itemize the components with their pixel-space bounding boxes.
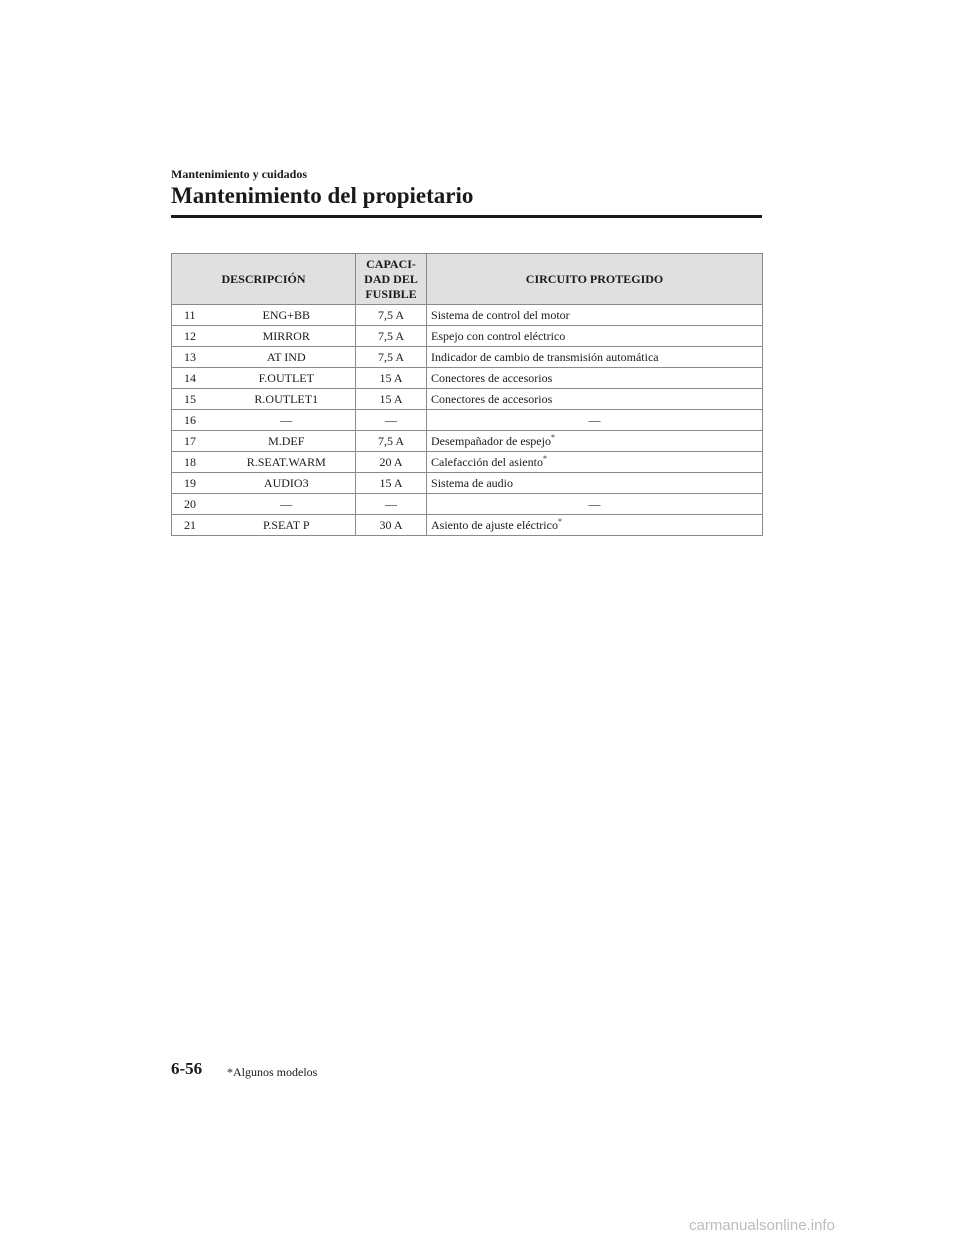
section-label: Mantenimiento y cuidados (171, 167, 308, 181)
table-row (172, 473, 763, 494)
fuse-capacity: 15 A (356, 473, 427, 494)
protected-circuit (427, 347, 763, 368)
fuse-capacity: 7,5 A (356, 347, 427, 368)
fuse-description: R.SEAT.WARM (218, 452, 356, 473)
fuse-capacity: 30 A (356, 515, 427, 536)
table-row (172, 515, 763, 536)
fuse-number: 20 (172, 494, 218, 515)
watermark: carmanualsonline.info (689, 1217, 835, 1234)
circuit-text: Conectores de accesorios (431, 392, 553, 406)
table-row (172, 431, 763, 452)
protected-circuit (427, 410, 763, 431)
header-capacity-line3: FUSIBLE (365, 286, 417, 301)
table-row (172, 494, 763, 515)
protected-circuit (427, 494, 763, 515)
circuit-text: — (588, 413, 601, 427)
fuse-capacity: 20 A (356, 452, 427, 473)
fuse-number: 13 (172, 347, 218, 368)
table-row (172, 410, 763, 431)
fuse-capacity: — (356, 410, 427, 431)
header-capacity (356, 254, 427, 305)
fuse-number: 11 (172, 305, 218, 326)
title-divider (171, 215, 762, 218)
circuit-text: — (588, 497, 601, 511)
table-row (172, 368, 763, 389)
fuse-number: 17 (172, 431, 218, 452)
protected-circuit (427, 431, 763, 452)
header-circuit: CIRCUITO PROTEGIDO (427, 254, 763, 305)
table-row (172, 305, 763, 326)
circuit-text: Sistema de control del motor (431, 308, 570, 322)
fuse-capacity: — (356, 494, 427, 515)
circuit-text: Indicador de cambio de transmisión automática (431, 350, 659, 364)
table-row (172, 347, 763, 368)
protected-circuit (427, 515, 763, 536)
footnote: *Algunos modelos (227, 1065, 318, 1079)
fuse-number: 19 (172, 473, 218, 494)
page-title: Mantenimiento del propietario (171, 183, 474, 208)
fuse-number: 12 (172, 326, 218, 347)
fuse-description: P.SEAT P (218, 515, 356, 536)
footnote-marker: * (557, 517, 562, 526)
fuse-description: AT IND (218, 347, 356, 368)
fuse-description: — (218, 410, 356, 431)
fuse-capacity: 7,5 A (356, 305, 427, 326)
fuse-capacity: 7,5 A (356, 326, 427, 347)
fuse-capacity: 15 A (356, 389, 427, 410)
fuse-number: 16 (172, 410, 218, 431)
fuse-description: F.OUTLET (218, 368, 356, 389)
page-number: 6-56 (171, 1059, 203, 1078)
table-row (172, 389, 763, 410)
circuit-text: Asiento de ajuste eléctrico (431, 518, 558, 532)
header-description: DESCRIPCIÓN (172, 254, 356, 305)
circuit-text: Calefacción del asiento (431, 455, 543, 469)
fuse-number: 15 (172, 389, 218, 410)
fuse-number: 21 (172, 515, 218, 536)
fuse-capacity: 15 A (356, 368, 427, 389)
footnote-marker: * (550, 433, 555, 442)
circuit-text: Conectores de accesorios (431, 371, 553, 385)
circuit-text: Espejo con control eléctrico (431, 329, 566, 343)
fuse-number: 14 (172, 368, 218, 389)
table-row (172, 452, 763, 473)
fuse-description: ENG+BB (218, 305, 356, 326)
fuse-description: — (218, 494, 356, 515)
protected-circuit (427, 452, 763, 473)
fuse-number: 18 (172, 452, 218, 473)
fuse-description: MIRROR (218, 326, 356, 347)
protected-circuit (427, 389, 763, 410)
fuse-description: M.DEF (218, 431, 356, 452)
protected-circuit (427, 305, 763, 326)
table-header-row (172, 254, 763, 305)
header-capacity-line1: CAPACI- (366, 256, 416, 271)
fuse-capacity: 7,5 A (356, 431, 427, 452)
fuse-description: AUDIO3 (218, 473, 356, 494)
circuit-text: Desempañador de espejo (431, 434, 551, 448)
fuse-description: R.OUTLET1 (218, 389, 356, 410)
protected-circuit (427, 473, 763, 494)
fuse-table (171, 253, 763, 536)
circuit-text: Sistema de audio (431, 476, 513, 490)
footnote-marker: * (542, 454, 547, 463)
protected-circuit (427, 326, 763, 347)
protected-circuit (427, 368, 763, 389)
table-row (172, 326, 763, 347)
header-capacity-line2: DAD DEL (364, 271, 418, 286)
